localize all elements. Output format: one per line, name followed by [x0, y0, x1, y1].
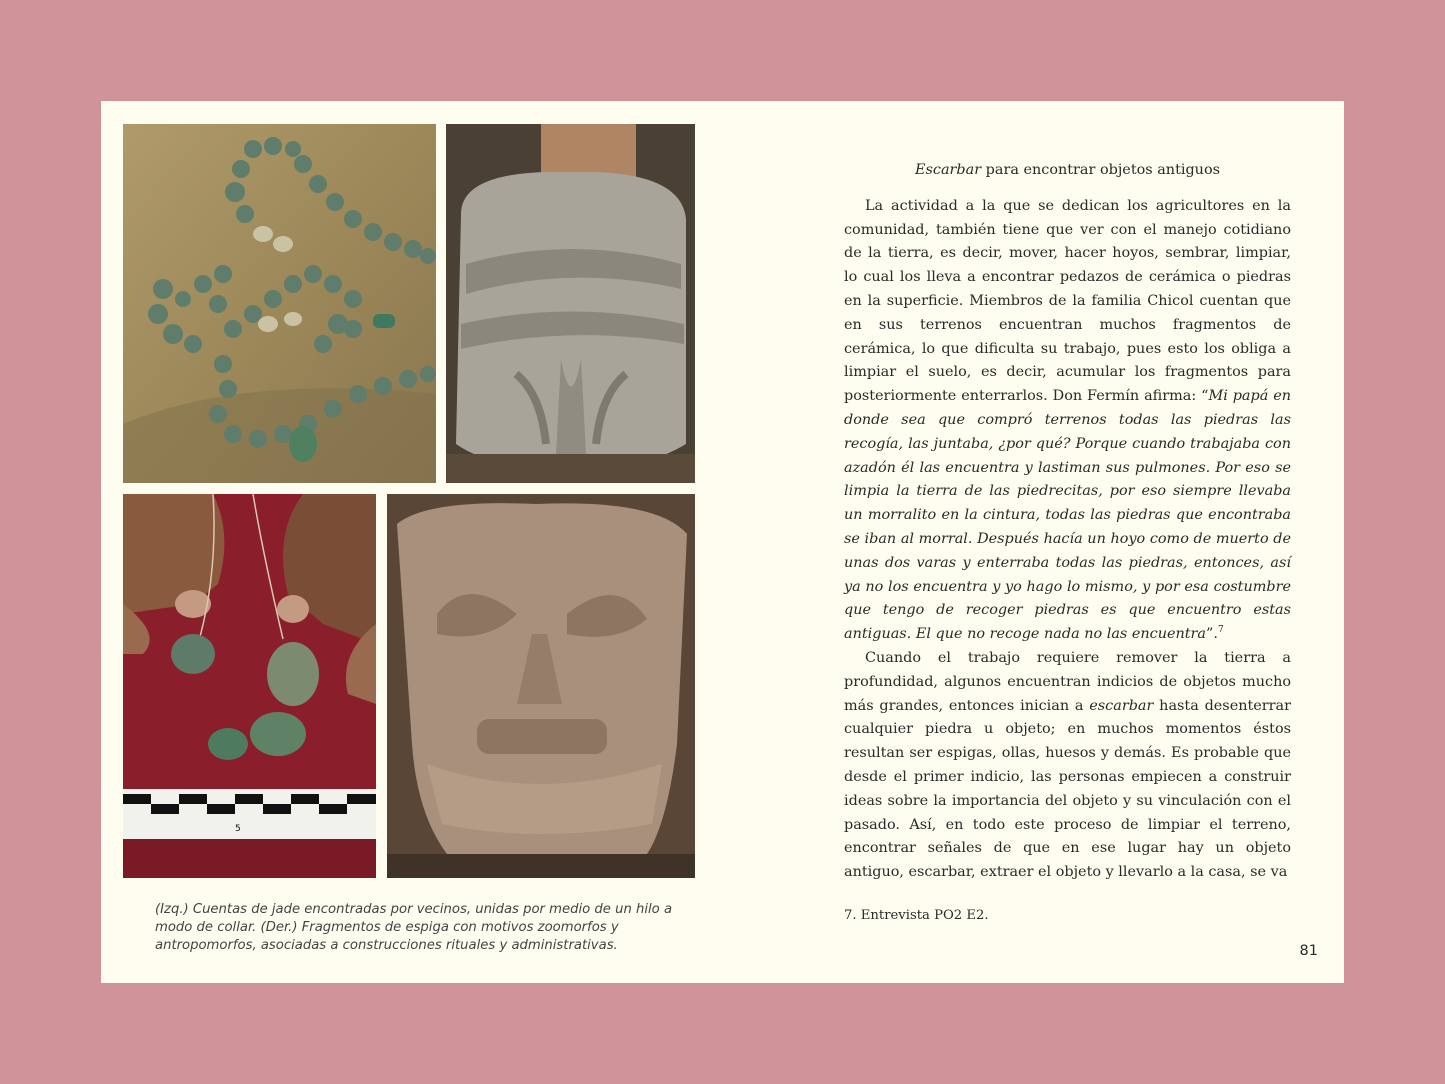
main-text-column — [844, 159, 1291, 885]
stone-effigy-top-photo — [446, 124, 695, 483]
paragraph-2-part1: Cuando el trabajo requiere remover la tierra a profundidad, algunos encuentran indicios de objetos mucho más grandes, entonces inician a — [844, 649, 1291, 714]
scale-bar-label: 5 — [235, 824, 241, 834]
book-spread — [101, 101, 1344, 983]
paragraph-1-closing: ”. — [1206, 626, 1218, 643]
paragraph-2 — [844, 647, 1291, 885]
heading-rest: para encontrar objetos antiguos — [981, 162, 1220, 178]
section-heading — [844, 159, 1291, 183]
heading-italic: Escarbar — [915, 162, 982, 178]
figure-caption — [155, 901, 675, 955]
stone-face-photo — [387, 494, 695, 878]
page-number: 81 — [1299, 943, 1318, 959]
caption-text: (Izq.) Cuentas de jade encontradas por vecinos, unidas por medio de un hilo a modo de collar. (Der.) Fragmentos de espiga con motivos zoomorfos y antropomorfos, asociadas a construcciones rituales y administrativas. — [155, 902, 673, 953]
footnote-ref[interactable]: 7 — [1217, 625, 1224, 636]
paragraph-2-italic: escarbar — [1089, 697, 1154, 714]
paragraph-1-intro: La actividad a la que se dedican los agricultores en la comunidad, también tiene que ver con el manejo cotidiano de la tierra, es decir, mover, hacer hoyos, sembrar, limpiar, lo cual los lleva a encontrar pedazos de cerámica o piedras en la superficie. Miembros de la familia Chicol cuentan que en sus terrenos encuentran muchos fragmentos de cerámica, lo que dificulta su trabajo, pues esto los obliga a limpiar el suelo, es decir, acumular los fragmentos para posteriormente enterrarlos. Don Fermín afirma: “ — [844, 197, 1291, 405]
paragraph-2-part2: hasta desenterrar cualquier piedra u objeto; en muchos momentos éstos resultan ser espigas, ollas, huesos y demás. Es probable que desde el primer indicio, las personas empiecen a construir ideas sobre la importancia del objeto y su vinculación con el pasado. Así, en todo este proceso de limpiar el terreno, encontrar señales de que en ese lugar hay un objeto antiguo, escarbar, extraer el objeto y llevarlo a la casa, se va — [844, 697, 1291, 881]
paragraph-1 — [844, 195, 1291, 647]
footnote: 7. Entrevista PO2 E2. — [844, 908, 989, 923]
jade-beads-photo — [123, 124, 436, 483]
paragraph-1-quote: Mi papá en donde sea que compró terrenos todas las piedras las recogía, las juntaba, ¿por qué? Porque cuando trabajaba con azadón él las encuentra y lastiman sus pulmones. Por eso se limpia la tierra de las piedrecitas, por eso siempre llevaba un morralito en la cintura, todas las piedras que encontraba se iban al morral. Después hacía un hoyo como de muerto de unas dos varas y enterraba todas las piedras, entonces, así ya no los encuentra y yo hago lo mismo, y por esa costumbre que tengo de recoger piedras es que encuentro estas antiguas. El que no recoge nada no las encuentra — [844, 388, 1291, 643]
hands-beads-photo — [123, 494, 376, 878]
